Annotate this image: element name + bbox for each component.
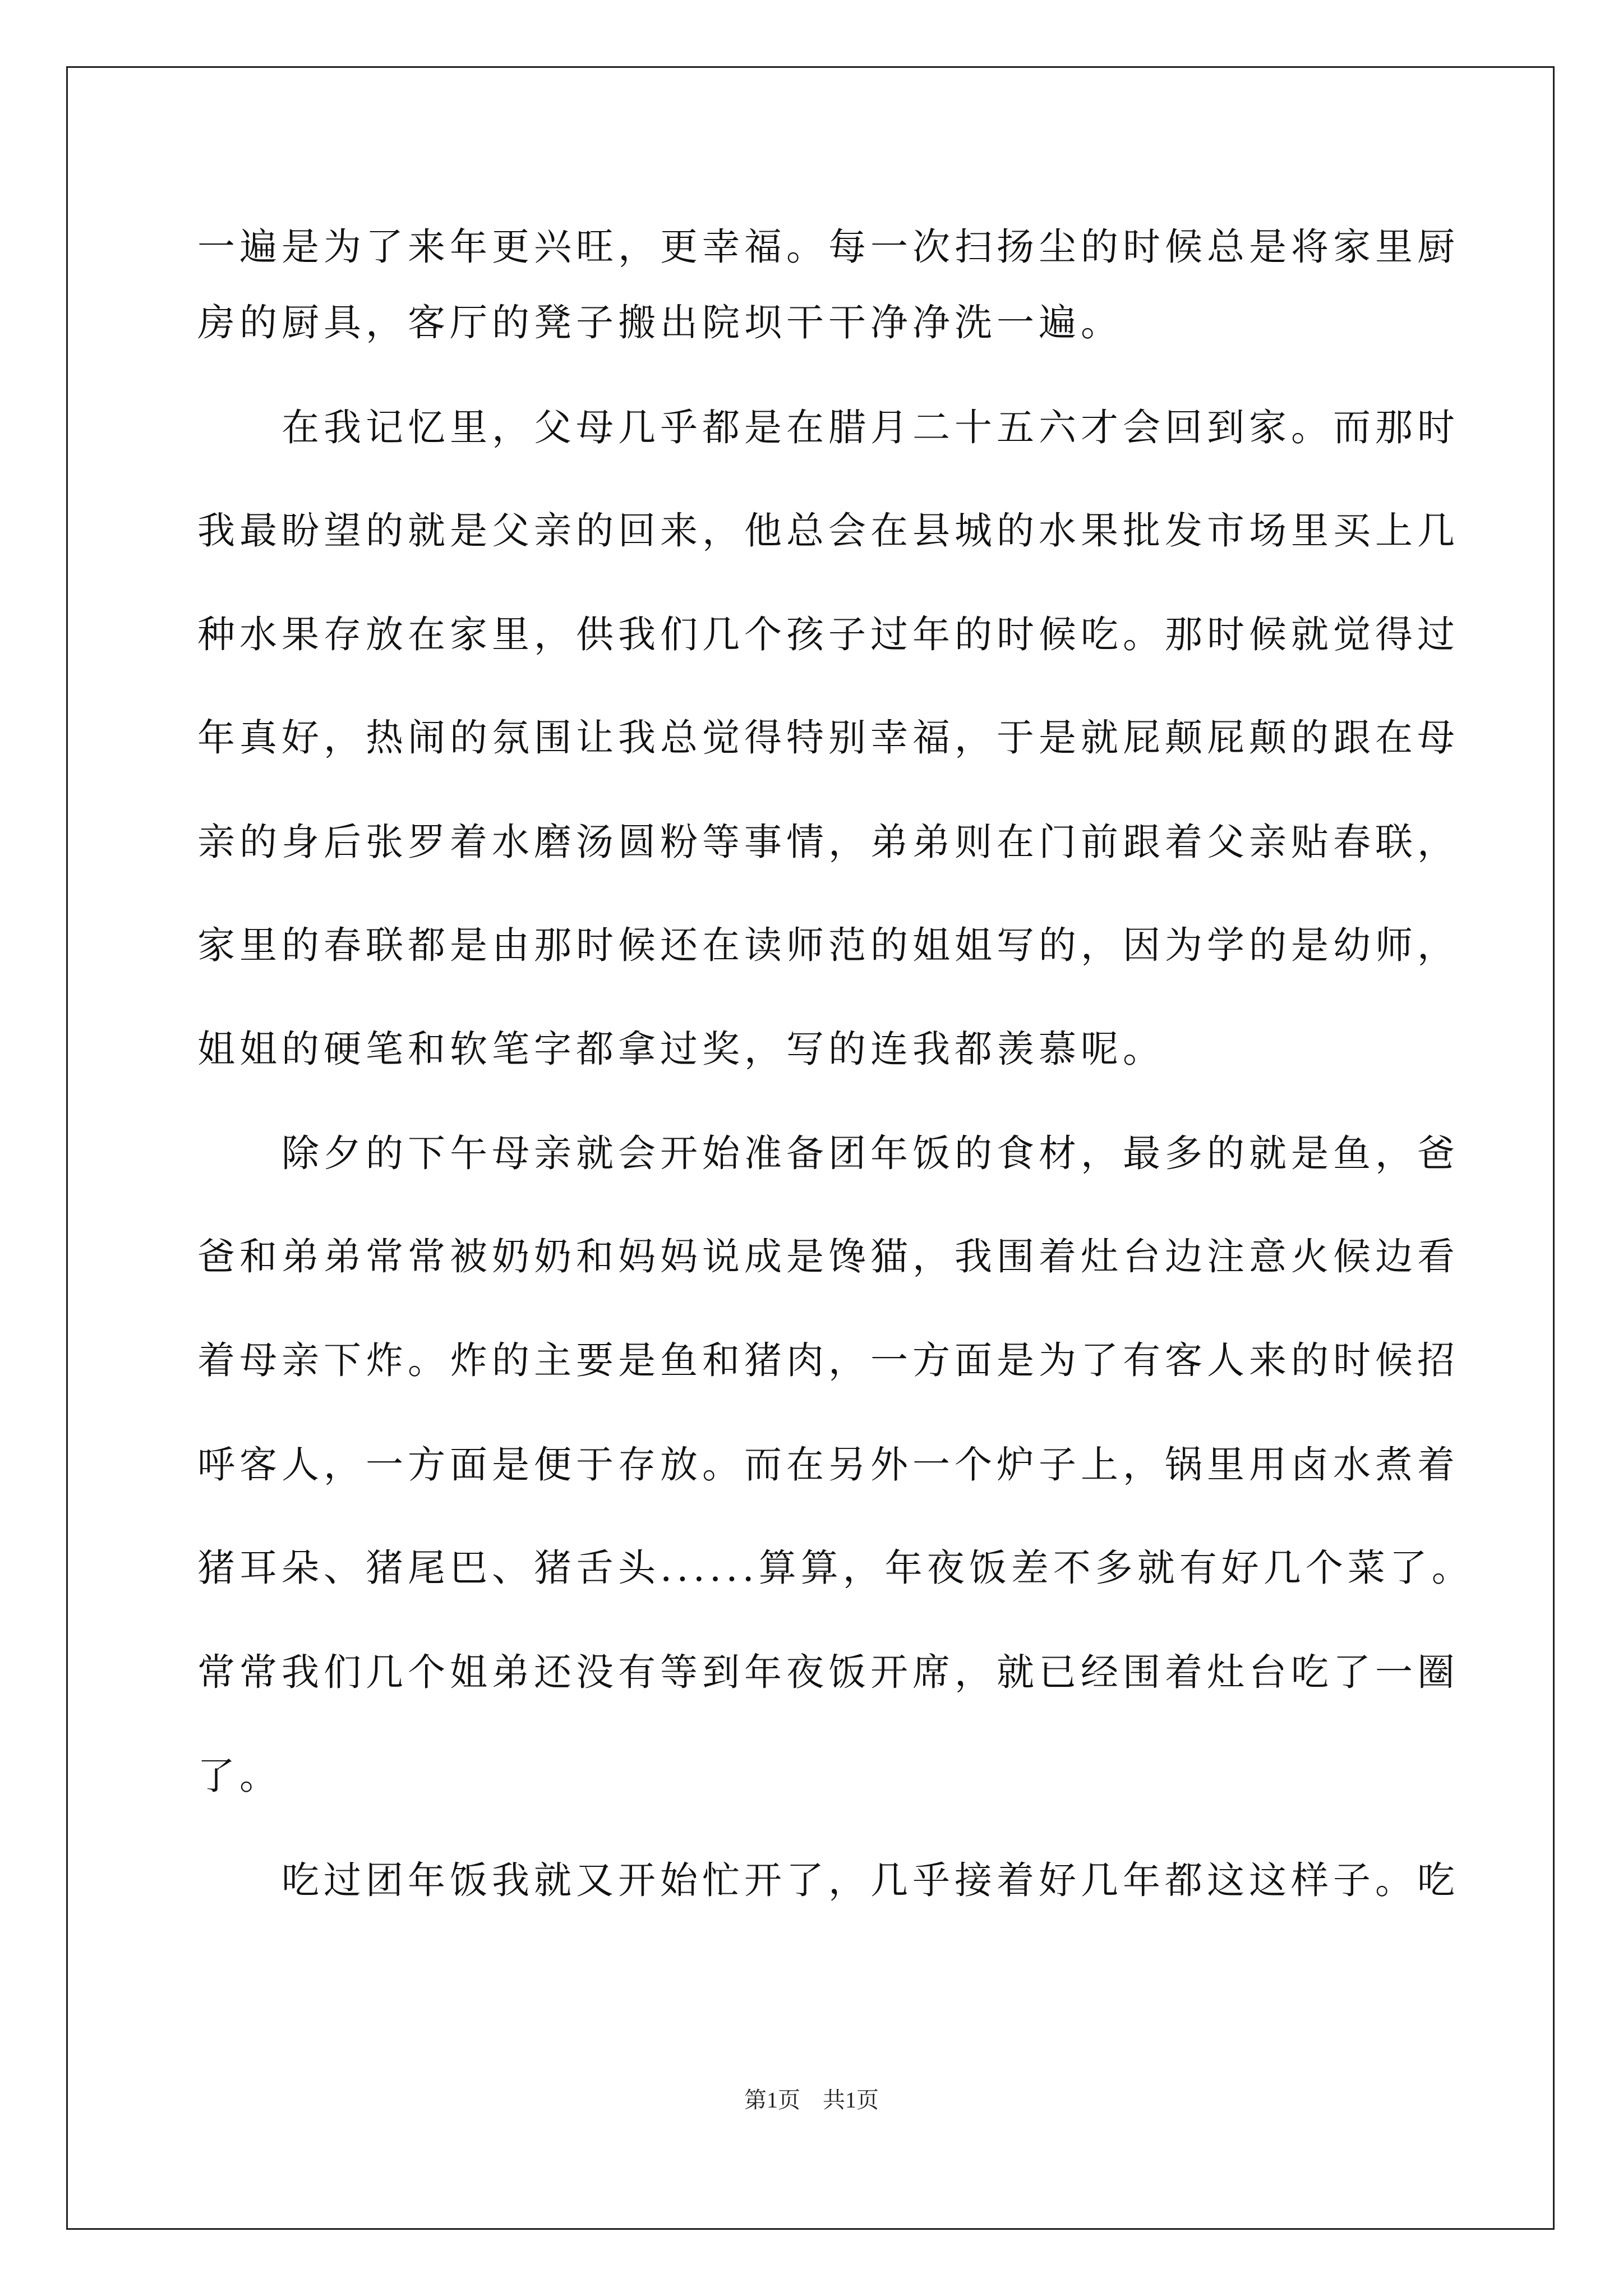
text-line: 了。: [197, 1754, 282, 1798]
page-number: 第1页 共1页: [744, 2087, 879, 2113]
text-line: 爸和弟弟常常被奶奶和妈妈说成是馋猫，我围着灶台边注意火候边看: [197, 1235, 1459, 1278]
text-line: 房的厨具，客厅的凳子搬出院坝干干净净洗一遍。: [197, 301, 1123, 344]
text-line: 我最盼望的就是父亲的回来，他总会在县城的水果批发市场里买上几: [197, 509, 1459, 553]
paragraph-start-line: 在我记忆里，父母几乎都是在腊月二十五六才会回到家。而那时: [282, 406, 1459, 449]
text-line: 种水果存放在家里，供我们几个孩子过年的时候吃。那时候就觉得过: [197, 613, 1459, 656]
text-line: 常常我们几个姐弟还没有等到年夜饭开席，就已经围着灶台吃了一圈: [197, 1650, 1459, 1694]
text-line: 一遍是为了来年更兴旺，更幸福。每一次扫扬尘的时候总是将家里厨: [197, 225, 1459, 269]
text-line: 着母亲下炸。炸的主要是鱼和猪肉，一方面是为了有客人来的时候招: [197, 1338, 1459, 1382]
text-line: 家里的春联都是由那时候还在读师范的姐姐写的，因为学的是幼师，: [197, 923, 1459, 967]
text-line: 呼客人，一方面是便于存放。而在另外一个炉子上，锅里用卤水煮着: [197, 1443, 1459, 1487]
text-line: 姐姐的硬笔和软笔字都拿过奖，写的连我都羡慕呢。: [197, 1027, 1165, 1071]
paragraph-start-line: 吃过团年饭我就又开始忙开了，几乎接着好几年都这这样子。吃: [282, 1858, 1459, 1902]
text-line: 亲的身后张罗着水磨汤圆粉等事情，弟弟则在门前跟着父亲贴春联，: [197, 820, 1459, 864]
paragraph-start-line: 除夕的下午母亲就会开始准备团年饭的食材，最多的就是鱼，爸: [282, 1131, 1459, 1175]
text-line: 年真好，热闹的氛围让我总觉得特别幸福，于是就屁颠屁颠的跟在母: [197, 716, 1459, 760]
text-line: 猪耳朵、猪尾巴、猪舌头......算算，年夜饭差不多就有好几个菜了。: [197, 1546, 1474, 1590]
